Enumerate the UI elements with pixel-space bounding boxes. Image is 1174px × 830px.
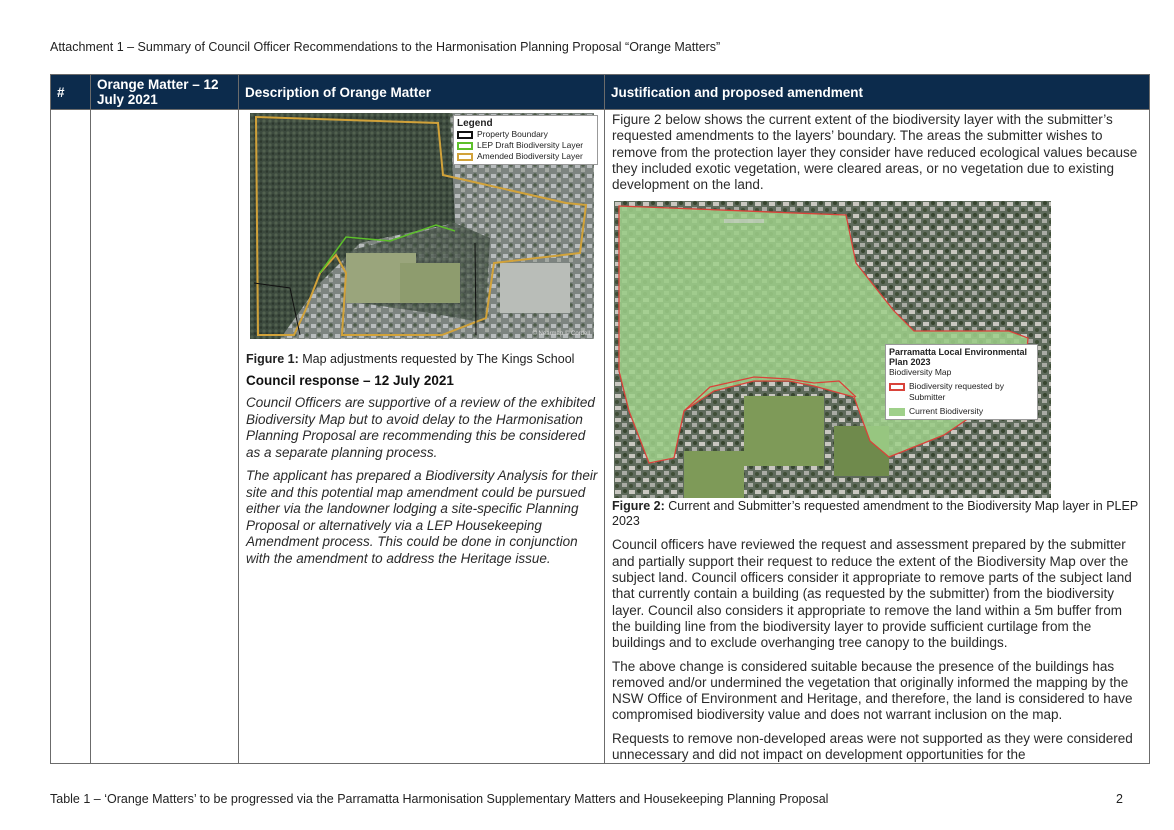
response-paragraph: The applicant has prepared a Biodiversity Analysis for their site and this potential map amendment could be pursued either via the landowner lodging a site-specific Planning Proposal or alternatively via a LEP Housekeeping Amendment process. This could be done in conjunction with the amendment to address the Heritage issue. bbox=[246, 468, 598, 566]
column-header-justification: Justification and proposed amendment bbox=[605, 75, 1150, 110]
figure-1-caption-text: Map adjustments requested by The Kings School bbox=[298, 352, 575, 366]
table-header-row bbox=[51, 75, 1150, 110]
figure-2-legend bbox=[885, 344, 1038, 420]
sports-field bbox=[744, 396, 824, 466]
legend-item: Amended Biodiversity Layer bbox=[477, 151, 583, 161]
legend-item: Property Boundary bbox=[477, 129, 548, 139]
justification-cell bbox=[605, 110, 1150, 764]
figure-1-legend bbox=[453, 115, 598, 165]
legend-item: Current Biodiversity bbox=[909, 406, 984, 417]
number-cell bbox=[51, 110, 91, 764]
legend-subtitle: Biodiversity Map bbox=[889, 367, 952, 378]
figure-1-caption bbox=[246, 352, 598, 367]
legend-item: Biodiversity requested by Submitter bbox=[909, 381, 1004, 403]
justification-paragraph: Requests to remove non-developed areas were not supported as they were considered unnecessary and did not impact on development opportunities for the bbox=[612, 730, 1133, 763]
justification-paragraph: The above change is considered suitable because the presence of the buildings has removed and/or undermined the vegetation that originally informed the mapping by the NSW Office of Environment and Heritage, and therefore, the land is considered to have compromised biodiversity value and does not warrant inclusion on the map. bbox=[612, 658, 1133, 723]
map-credit: © Nearmap © Cordell bbox=[532, 331, 590, 337]
column-header-description: Description of Orange Matter bbox=[239, 75, 605, 110]
orange-matters-table bbox=[50, 74, 1150, 764]
requested-biodiversity-swatch bbox=[889, 383, 905, 391]
justification-intro: Figure 2 below shows the current extent of the biodiversity layer with the submitter’s requested amendments to the layers’ boundary. The areas the submitter wishes to remove from the protection layer they consider have reduced ecological values because they included exotic vegetation, were cleared areas, or no vegetation due to existing development on the land. bbox=[612, 112, 1138, 193]
figure-1-map bbox=[250, 113, 594, 339]
property-boundary-swatch bbox=[457, 131, 473, 139]
figure-2-caption bbox=[612, 499, 1141, 529]
lep-draft-swatch bbox=[457, 142, 473, 150]
council-response-heading: Council response – 12 July 2021 bbox=[246, 373, 454, 388]
page-footer: Table 1 – ‘Orange Matters’ to be progressed via the Parramatta Harmonisation Supplementary Matters and Housekeeping Planning Proposal bbox=[50, 792, 829, 806]
page-number: 2 bbox=[1116, 792, 1123, 806]
figure-1-label: Figure 1: bbox=[246, 352, 299, 366]
current-biodiversity-swatch bbox=[889, 408, 905, 416]
column-header-number: # bbox=[51, 75, 91, 110]
column-header-orange-matter: Orange Matter – 12 July 2021 bbox=[91, 75, 239, 110]
legend-title: Legend bbox=[457, 118, 493, 129]
description-cell bbox=[239, 110, 605, 764]
orange-matter-cell bbox=[91, 110, 239, 764]
response-paragraph: Council Officers are supportive of a review of the exhibited Biodiversity Map but to avoid delay to the Harmonisation Planning Proposal are recommending this be considered as a separate planning process. bbox=[246, 395, 595, 460]
legend-item: LEP Draft Biodiversity Layer bbox=[477, 140, 584, 150]
figure-2-label: Figure 2: bbox=[612, 499, 665, 514]
figure-2-map bbox=[614, 201, 1051, 498]
table-row bbox=[51, 110, 1150, 764]
page-header: Attachment 1 – Summary of Council Officer Recommendations to the Harmonisation Planning Proposal “Orange Matters” bbox=[50, 40, 721, 54]
figure-2-caption-text: Current and Submitter’s requested amendment to the Biodiversity Map layer in PLEP 2023 bbox=[612, 499, 1138, 529]
legend-title: Parramatta Local Environmental Plan 2023 bbox=[889, 347, 1028, 368]
justification-paragraph: Council officers have reviewed the request and assessment prepared by the submitter and partially support their request to reduce the extent of the Biodiversity Map over the subject land. Council officers consider it appropriate to remove parts of the subject land that currently contain a building (as requested by the submitter) from the biodiversity layer. Council also considers it appropriate to remove the land within a 5m buffer from the building line from the biodiversity layer to provide sufficient curtilage from the buildings and to exclude overhanging tree canopy to the buildings. bbox=[612, 537, 1132, 651]
amended-layer-swatch bbox=[457, 153, 473, 161]
